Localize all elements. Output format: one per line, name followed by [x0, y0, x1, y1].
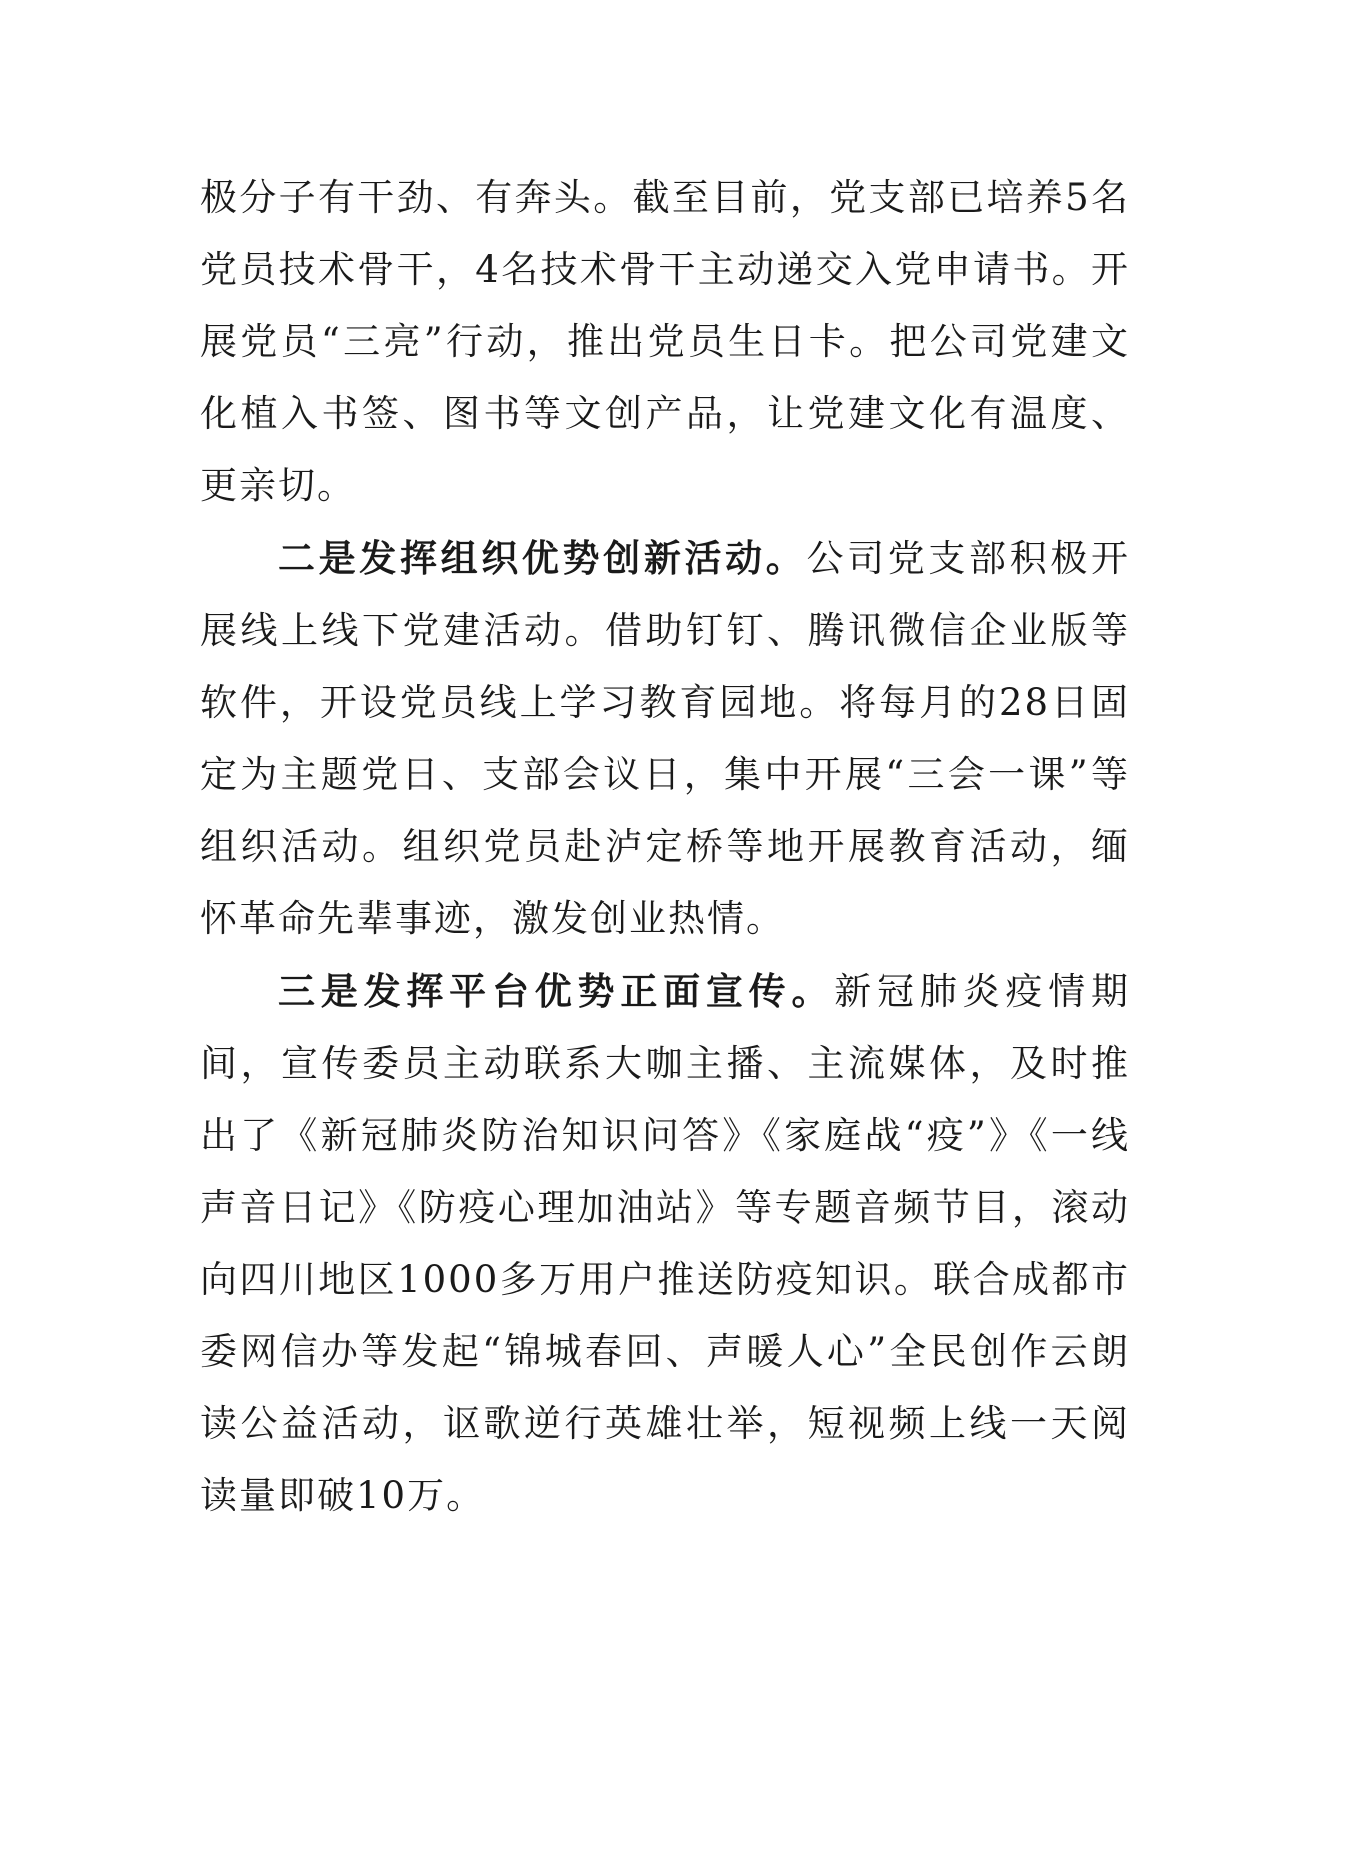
paragraph-continuation	[200, 162, 1130, 522]
paragraph-2-lead: 二是发挥组织优势创新活动。	[278, 536, 807, 580]
paragraph-2-text: 公司党支部积极开展线上线下党建活动。借助钉钉、腾讯微信企业版等软件，开设党员线上学习教育园地。将每月的28日固定为主题党日、支部会议日，集中开展“三会一课”等组织活动。组织党员赴泸定桥等地开展教育活动，缅怀革命先辈事迹，激发创业热情。	[200, 537, 1131, 940]
paragraph-organization-advantage	[200, 522, 1130, 955]
paragraph-platform-advantage	[200, 955, 1130, 1532]
paragraph-3-lead: 三是发挥平台优势正面宣传。	[278, 969, 835, 1013]
paragraph-3-text: 新冠肺炎疫情期间，宣传委员主动联系大咖主播、主流媒体，及时推出了《新冠肺炎防治知识问答》《家庭战“疫”》《一线声音日记》《防疫心理加油站》等专题音频节目，滚动向四川地区1000多万用户推送防疫知识。联合成都市委网信办等发起“锦城春回、声暖人心”全民创作云朗读公益活动，讴歌逆行英雄壮举，短视频上线一天阅读量即破10万。	[200, 970, 1131, 1517]
paragraph-1-text: 极分子有干劲、有奔头。截至目前，党支部已培养5名党员技术骨干，4名技术骨干主动递交入党申请书。开展党员“三亮”行动，推出党员生日卡。把公司党建文化植入书签、图书等文创产品，让党建文化有温度、更亲切。	[200, 176, 1130, 507]
body-text	[200, 162, 1130, 1532]
